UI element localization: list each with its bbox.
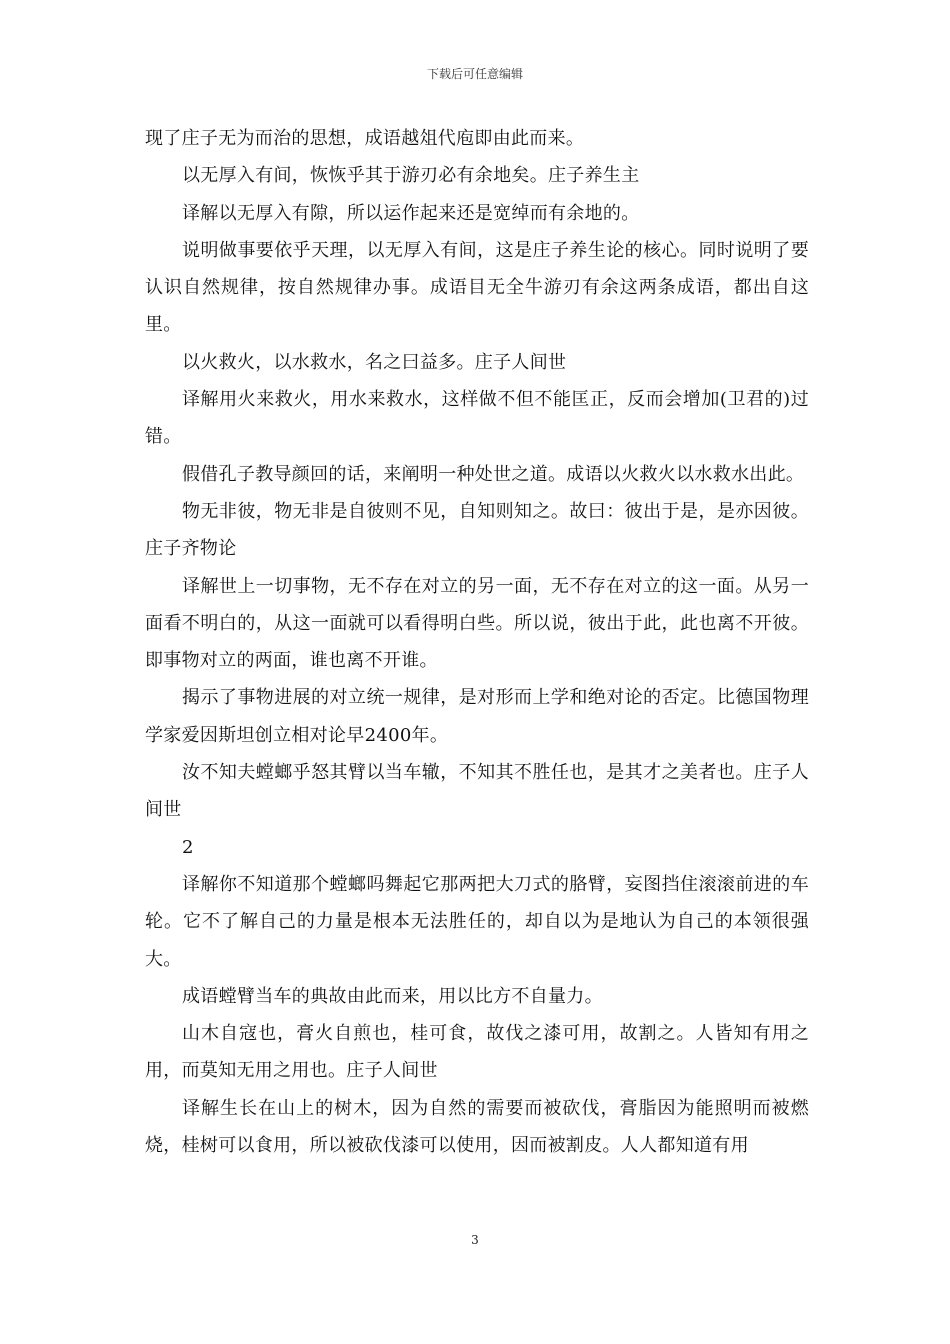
paragraph: 以火救火，以水救水，名之曰益多。庄子人间世 (182, 351, 567, 373)
page-number: 3 (471, 1233, 479, 1247)
paragraph: 译解用火来救火，用水来救水，这样做不但不能匡正，反而会增加(卫君的)过错。 (145, 389, 809, 448)
paragraph: 山木自寇也，膏火自煎也，桂可食，故伐之漆可用，故割之。人皆知有用之用，而莫知无用之用也。庄子人间世 (145, 1023, 809, 1082)
paragraph: 现了庄子无为而治的思想，成语越俎代庖即由此而来。 (145, 128, 585, 149)
paragraph: 物无非彼，物无非是自彼则不见，自知则知之。故曰：彼出于是，是亦因彼。庄子齐物论 (145, 500, 809, 560)
paragraph: 译解生长在山上的树木，因为自然的需要而被砍伐，膏脂因为能照明而被燃烧，桂树可以食用，所以被砍伐漆可以使用，因而被割皮。人人都知道有用 (145, 1097, 809, 1157)
paragraph: 译解你不知道那个螳螂吗舞起它那两把大刀式的胳臂，妄图挡住滚滚前进的车轮。它不了解自己的力量是根本无法胜任的，却自以为是地认为自己的本领很强大。 (145, 873, 809, 970)
paragraph: 译解以无厚入有隙，所以运作起来还是宽绰而有余地的。 (182, 202, 640, 224)
paragraph: 说明做事要依乎天理，以无厚入有间，这是庄子养生论的核心。同时说明了要认识自然规律，按自然规律办事。成语目无全牛游刃有余这两条成语，都出自这里。 (145, 239, 809, 336)
paragraph: 成语螳臂当车的典故由此而来，用以比方不自量力。 (182, 985, 603, 1007)
document-body (145, 120, 809, 1164)
paragraph: 揭示了事物进展的对立统一规律，是对形而上学和绝对论的否定。比德国物理学家爱因斯坦创立相对论早2400年。 (145, 687, 809, 746)
page-header: 下载后可任意编辑 (426, 67, 523, 81)
inline-page-number: 2 (182, 836, 194, 858)
paragraph: 假借孔子教导颜回的话，来阐明一种处世之道。成语以火救火以水救水出此。 (182, 463, 805, 485)
paragraph: 以无厚入有间，恢恢乎其于游刃必有余地矣。庄子养生主 (182, 165, 640, 187)
paragraph: 译解世上一切事物，无不存在对立的另一面，无不存在对立的这一面。从另一面看不明白的，从这一面就可以看得明白些。所以说，彼出于此，此也离不开彼。即事物对立的两面，谁也离不开谁。 (145, 575, 809, 672)
paragraph: 汝不知夫螳螂乎怒其臂以当车辙，不知其不胜任也，是其才之美者也。庄子人间世 (145, 762, 809, 821)
